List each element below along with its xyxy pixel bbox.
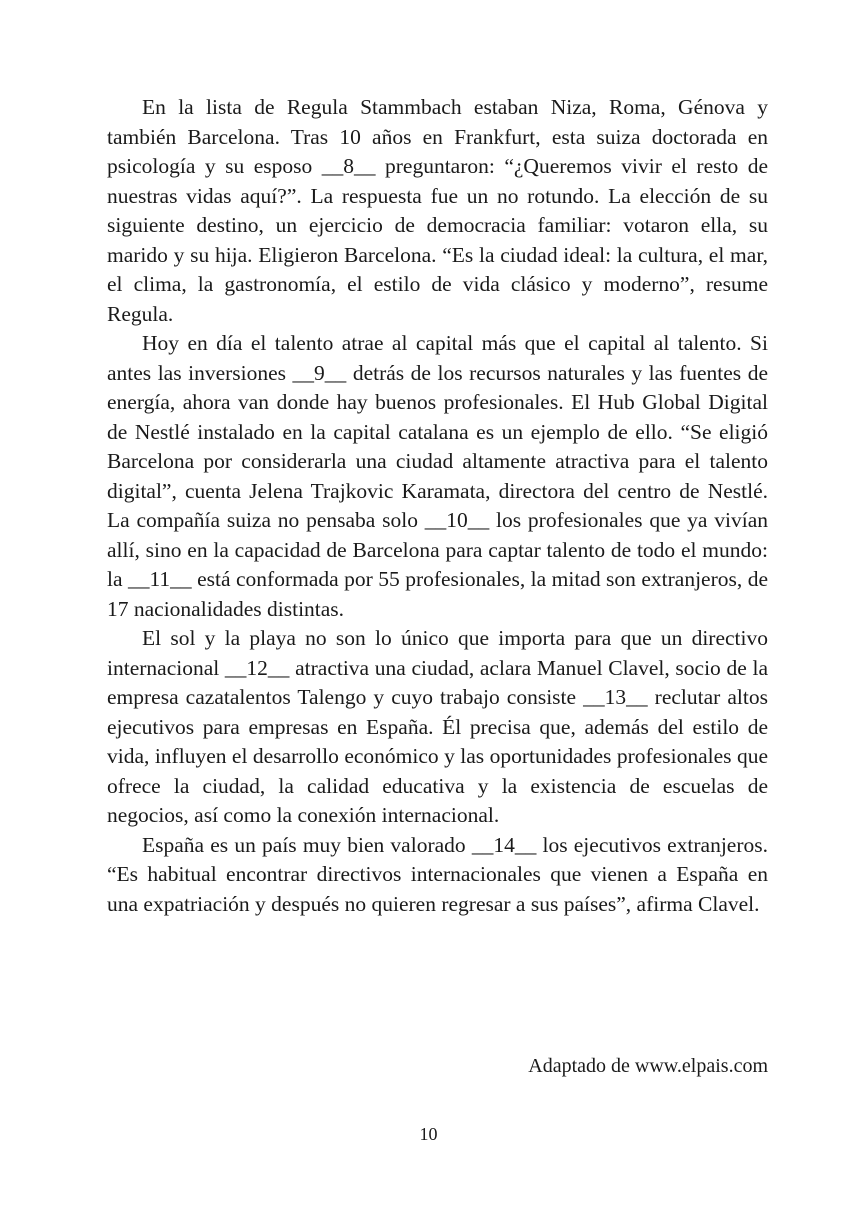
page-number: 10 (419, 1124, 438, 1144)
paragraph-4: España es un país muy bien valorado __14__ los ejecutivos extranjeros. “Es habitual encontrar directivos internacionales que vienen a España en una expatriación y después no quieren regresar a sus países”, afirma Clavel. (107, 832, 768, 916)
paragraph-2: Hoy en día el talento atrae al capital más que el capital al talento. Si antes las inversiones __9__ detrás de los recursos naturales y las fuentes de energía, ahora van donde hay buenos profesionales. El Hub Global Digital de Nestlé instalado en la capital catalana es un ejemplo de ello. “Se eligió Barcelona por considerarla una ciudad altamente atractiva para el talento digital”, cuenta Jelena Trajkovic Karamata, directora del centro de Nestlé. La compañía suiza no pensaba solo __10__ los profesionales que ya vivían allí, sino en la capacidad de Barcelona para captar talento de todo el mundo: la __11__ está conformada por 55 profesionales, la mitad son extranjeros, de 17 nacionalidades distintas. (107, 331, 768, 621)
source-attribution: Adaptado de www.elpais.com (528, 1055, 768, 1077)
paragraph-3: El sol y la playa no son lo único que importa para que un directivo internacional __12__ atractiva una ciudad, aclara Manuel Clavel, socio de la empresa cazatalentos Talengo y cuyo trabajo consiste __13__ reclutar altos ejecutivos para empresas en España. Él precisa que, además del estilo de vida, influyen el desarrollo económico y las oportunidades profesionales que ofrece la ciudad, la calidad educativa y la existencia de escuelas de negocios, así como la conexión internacional. (107, 626, 768, 827)
article-body (107, 93, 768, 919)
paragraph-1: En la lista de Regula Stammbach estaban Niza, Roma, Génova y también Barcelona. Tras 10 años en Frankfurt, esta suiza doctorada en psicología y su esposo __8__ preguntaron: “¿Queremos vivir el resto de nuestras vidas aquí?”. La respuesta fue un no rotundo. La elección de su siguiente destino, un ejercicio de democracia familiar: votaron ella, su marido y su hija. Eligieron Barcelona. “Es la ciudad ideal: la cultura, el mar, el clima, la gastronomía, el estilo de vida clásico y moderno”, resume Regula. (107, 95, 768, 326)
